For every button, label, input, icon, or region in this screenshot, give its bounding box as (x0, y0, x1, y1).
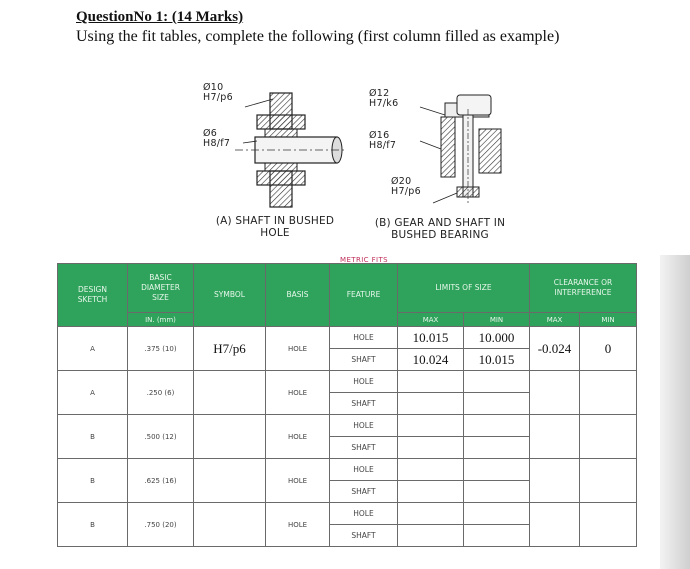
table-row (58, 459, 637, 481)
cell-clearance-max[interactable] (530, 371, 580, 415)
header-clearance-min: MIN (580, 313, 637, 327)
cell-hole-max[interactable] (398, 415, 464, 437)
cell-clearance-min[interactable] (580, 459, 637, 503)
header-basic-diameter: BASIC DIAMETER SIZE (128, 264, 194, 313)
cell-hole-min[interactable] (464, 503, 530, 525)
label-b-fit-h7p6: H7/p6 (391, 186, 421, 197)
cell-hole-max[interactable] (398, 503, 464, 525)
label-a-dia-6: Ø6 (203, 128, 218, 139)
caption-a: (A) SHAFT IN BUSHED HOLE (215, 215, 335, 239)
cell-feature-hole: HOLE (330, 459, 398, 481)
cell-feature-shaft: SHAFT (330, 437, 398, 459)
cell-design-sketch: B (58, 503, 128, 547)
fit-diagram (195, 75, 535, 255)
cell-basic-size: .500 (12) (128, 415, 194, 459)
cell-feature-hole: HOLE (330, 415, 398, 437)
cell-basis: HOLE (266, 503, 330, 547)
cell-basic-size: .625 (16) (128, 459, 194, 503)
cell-shaft-max[interactable] (398, 481, 464, 503)
header-feature: FEATURE (330, 264, 398, 327)
header-symbol: SYMBOL (194, 264, 266, 327)
cell-clearance-max[interactable]: -0.024 (530, 327, 580, 371)
cell-clearance-min[interactable] (580, 503, 637, 547)
scan-edge-shadow (660, 255, 690, 569)
diagram-b (420, 95, 501, 205)
label-b-dia-16: Ø16 (369, 130, 390, 141)
cell-basis: HOLE (266, 415, 330, 459)
cell-shaft-min[interactable] (464, 393, 530, 415)
table-row (58, 503, 637, 525)
cell-design-sketch: A (58, 327, 128, 371)
question-title: QuestionNo 1: (14 Marks) (76, 9, 244, 25)
diagram-a (235, 93, 345, 207)
cell-feature-hole: HOLE (330, 371, 398, 393)
table-caption: METRIC FITS (340, 256, 388, 264)
cell-design-sketch: B (58, 415, 128, 459)
cell-symbol[interactable] (194, 371, 266, 415)
cell-shaft-max[interactable] (398, 525, 464, 547)
cell-clearance-max[interactable] (530, 459, 580, 503)
cell-shaft-max[interactable] (398, 393, 464, 415)
header-limits-of-size: LIMITS OF SIZE (398, 264, 530, 313)
cell-basic-size: .250 (6) (128, 371, 194, 415)
cell-basic-size: .750 (20) (128, 503, 194, 547)
cell-basis: HOLE (266, 327, 330, 371)
cell-feature-shaft: SHAFT (330, 525, 398, 547)
cell-clearance-max[interactable] (530, 415, 580, 459)
cell-symbol[interactable] (194, 503, 266, 547)
cell-hole-min[interactable] (464, 459, 530, 481)
caption-b: (B) GEAR AND SHAFT IN BUSHED BEARING (374, 217, 506, 241)
cell-hole-max[interactable]: 10.015 (398, 327, 464, 349)
table-row (58, 415, 637, 437)
header-clearance: CLEARANCE OR INTERFERENCE (530, 264, 637, 313)
cell-basis: HOLE (266, 459, 330, 503)
cell-design-sketch: A (58, 371, 128, 415)
cell-design-sketch: B (58, 459, 128, 503)
label-b-fit-h7k6: H7/k6 (369, 98, 399, 109)
cell-hole-min[interactable]: 10.000 (464, 327, 530, 349)
question-instruction: Using the fit tables, complete the following (first column filled as example) (76, 28, 560, 45)
cell-clearance-min[interactable] (580, 415, 637, 459)
cell-feature-shaft: SHAFT (330, 481, 398, 503)
cell-hole-min[interactable] (464, 415, 530, 437)
cell-shaft-min[interactable]: 10.015 (464, 349, 530, 371)
label-b-dia-12: Ø12 (369, 88, 390, 99)
cell-symbol[interactable] (194, 415, 266, 459)
cell-clearance-min[interactable]: 0 (580, 327, 637, 371)
cell-shaft-max[interactable] (398, 437, 464, 459)
cell-feature-hole: HOLE (330, 327, 398, 349)
cell-shaft-min[interactable] (464, 481, 530, 503)
table-row (58, 327, 637, 349)
metric-fits-table (57, 263, 637, 547)
label-b-dia-20: Ø20 (391, 176, 412, 187)
label-a-dia-10: Ø10 (203, 82, 224, 93)
label-b-fit-h8f7: H8/f7 (369, 140, 397, 151)
header-basis: BASIS (266, 264, 330, 327)
cell-basic-size: .375 (10) (128, 327, 194, 371)
label-a-fit-h8f7: H8/f7 (203, 138, 231, 149)
cell-feature-shaft: SHAFT (330, 393, 398, 415)
fit-rows (58, 327, 637, 547)
cell-symbol[interactable]: H7/p6 (194, 327, 266, 371)
cell-shaft-min[interactable] (464, 437, 530, 459)
cell-clearance-min[interactable] (580, 371, 637, 415)
label-a-fit-h7p6: H7/p6 (203, 92, 233, 103)
header-limits-max: MAX (398, 313, 464, 327)
header-design-sketch: DESIGN SKETCH (58, 264, 128, 327)
cell-hole-max[interactable] (398, 371, 464, 393)
cell-basis: HOLE (266, 371, 330, 415)
cell-shaft-max[interactable]: 10.024 (398, 349, 464, 371)
cell-clearance-max[interactable] (530, 503, 580, 547)
cell-hole-min[interactable] (464, 371, 530, 393)
header-clearance-max: MAX (530, 313, 580, 327)
cell-feature-shaft: SHAFT (330, 349, 398, 371)
table-row (58, 371, 637, 393)
cell-hole-max[interactable] (398, 459, 464, 481)
header-basic-unit: IN. (mm) (128, 313, 194, 327)
cell-symbol[interactable] (194, 459, 266, 503)
cell-feature-hole: HOLE (330, 503, 398, 525)
header-limits-min: MIN (464, 313, 530, 327)
cell-shaft-min[interactable] (464, 525, 530, 547)
